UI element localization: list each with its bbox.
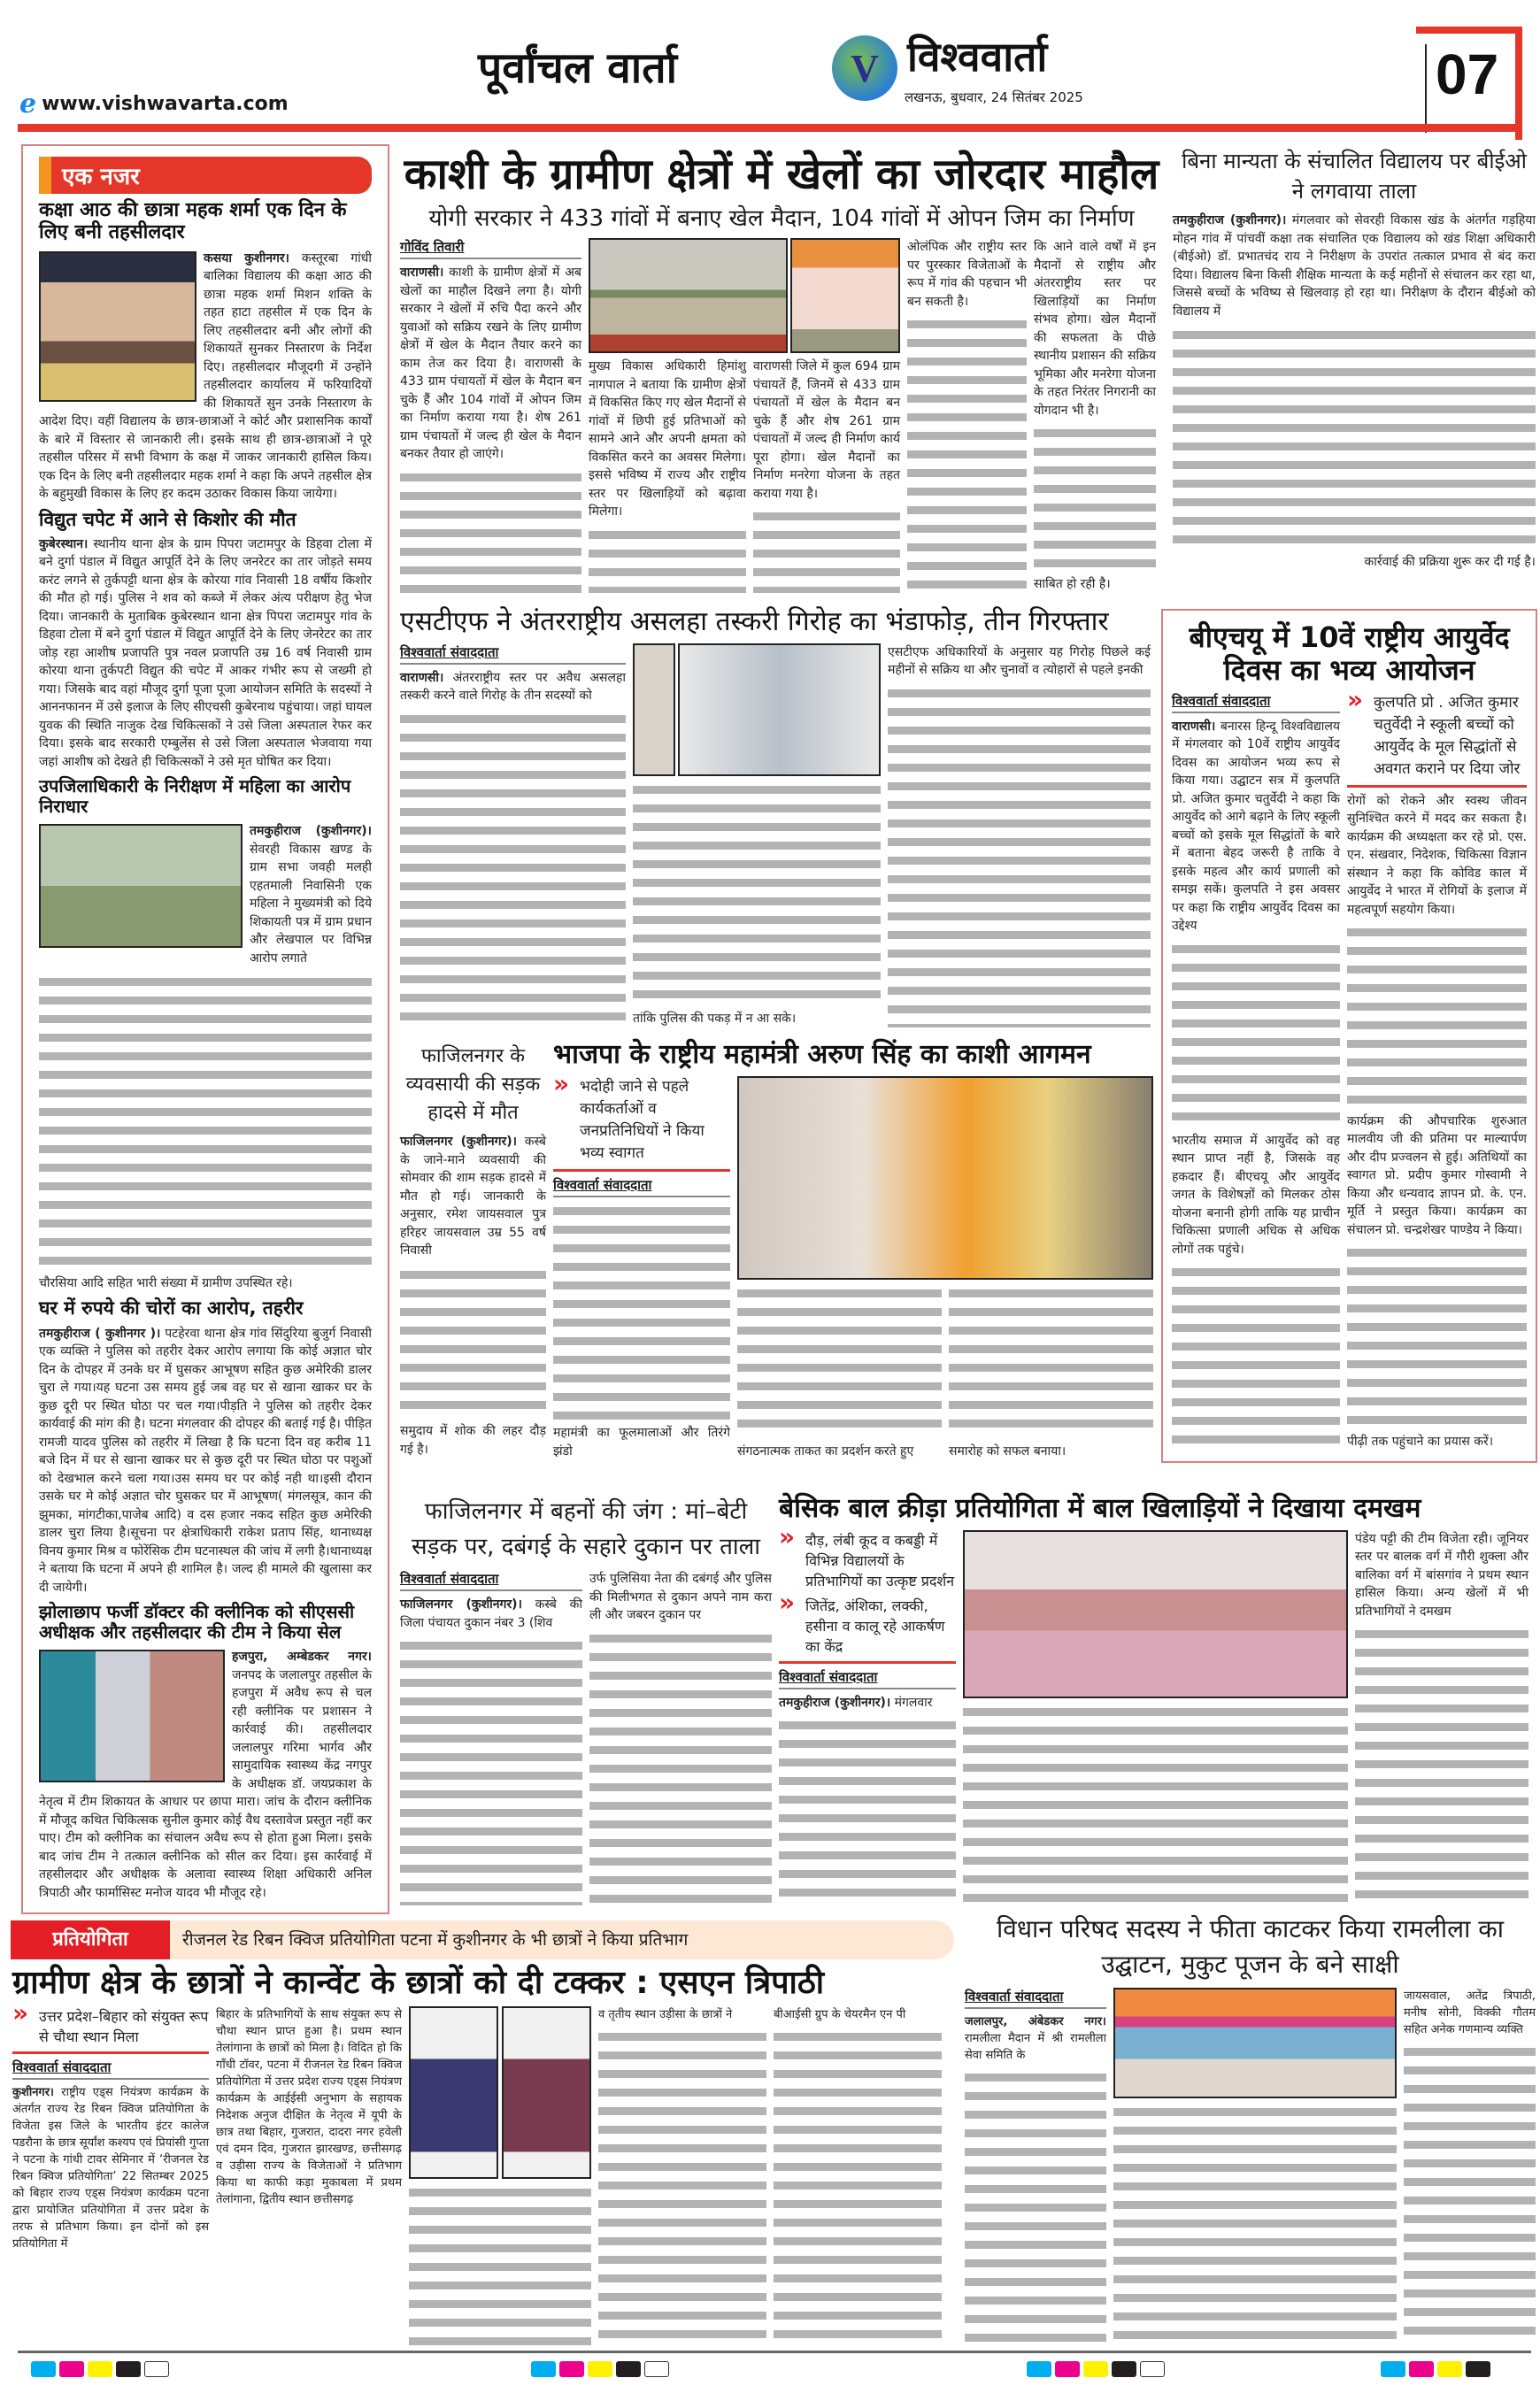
article-body-end: पीढ़ी तक पहुंचाने का प्रयास करें। xyxy=(1347,1434,1494,1449)
article-body: जलालपुर, अंबेडकर नगर। रामलीला मैदान में श्री रामलीला सेवा समिति के xyxy=(965,2015,1106,2062)
text-lines xyxy=(888,684,1151,1028)
page-number: 07 xyxy=(1436,42,1499,106)
highlight-quote: » कुलपति प्रो . अजित कुमार चतुर्वेदी ने स्कूली बच्चों को आयुर्वेद के मूल सिद्धांतों से अवगत कराने पर दिया जोर xyxy=(1347,692,1527,781)
text-lines xyxy=(633,781,881,1005)
sub-headline: » दौड़, लंबी कूद व कबड्डी में विभिन्न विद्यालयों के प्रतिभागियों का उत्कृष्ट प्रदर्शन xyxy=(779,1530,956,1591)
article-body: ओलंपिक और राष्ट्रीय स्तर पर पुरस्कार विजेताओं के रूप में गांव की पहचान भी बन सकती है। xyxy=(907,240,1027,309)
color-registration-marks xyxy=(31,2361,169,2377)
text-lines xyxy=(400,710,626,1028)
photo-seized-weapons xyxy=(633,643,675,776)
article-body: वाराणसी। बनारस हिन्दू विश्वविद्यालय में मंगलवार को 10वें राष्ट्रीय आयुर्वेद दिवस का आयोजन भव्य रूप से किया गया। उद्घाटन सत्र में कुलपति प्रो. अजित कुमार चतुर्वेदी ने कहा कि आयुर्वेद को आगे बढ़ाने के लिए स्कूली बच्चों को इसके मूल सिद्धांतों के बारे में बताना बेहद जरूरी है ताकि वे इसके महत्व और कार्य प्रणाली को समझ सकें। कुलपति ने इस अवसर पर कहा कि राष्ट्रीय आयुर्वेद दिवस का उद्देश्य xyxy=(1172,719,1341,934)
photo-sports-ground-tree xyxy=(589,238,788,353)
masthead xyxy=(0,0,1540,142)
text-lines xyxy=(409,2183,591,2345)
photo-inspection xyxy=(39,824,243,948)
article-body: जायसवाल, अतेंद्र त्रिपाठी, मनीष सोनी, विक्की गौतम सहित अनेक गणमान्य व्यक्ति xyxy=(1404,1989,1536,2036)
photo-ramleela-inauguration xyxy=(1113,1988,1397,2098)
photo-children-sports xyxy=(963,1530,1348,1698)
article-body: व तृतीय स्थान उड़ीसा के छात्रों ने xyxy=(598,2008,733,2022)
ramleela-story xyxy=(965,1912,1536,2345)
article-body: कुबेरस्थान। स्थानीय थाना क्षेत्र के ग्राम पिपरा जटामपुर के डिहवा टोला में बने दुर्गा पंडाल में विद्युत आपूर्ति देने के लिए जनरेटर का तार जोड़ते समय करंट लगने से तुर्कपट्टी थाना क्षेत्र के कोरया गांव निवासी 18 वर्षीय किशोर की मौत हो गई। पुलिस ने शव को कब्जे में लेकर अंत्य परीक्षण हेतु भेज दिया। जानकारी के मुताबिक कुबेरस्थान थाना क्षेत्र पिपरा जटामपुर गांव के डिहवा टोला में बने दुर्गा पंडाल में विद्युत आपूर्ति देने के लिए जेनरेटर का तार जोड़ रहा आशीष प्रजापति पुत्र नवल प्रजापति उम्र 16 वर्ष निवासी ग्राम कोरया थाना तुर्कपटी विद्युत की चपेट में आकर गंभीर रूप से जख्मी हो गया। जिसके बाद वहां मौजूद दुर्गा पूजा पूजा आयोजन समिति के सदस्यों ने आननफानन में उसे इलाज के लिए सीएचसी कुबेरनाथ पहुंचाया। जहां घायल युवक की स्थिति नाजुक देख चिकित्सकों ने उसे जिला अस्पताल रेफर कर दिया। इसके बाद सरकारी एम्बुलेंस से उसे जिला अस्पताल भेजवाया गया जहां आशीष को देखते ही चिकित्सकों ने उसे मृत घोषित कर दिया। xyxy=(39,536,372,769)
text-lines xyxy=(1347,923,1527,1107)
text-lines xyxy=(553,1202,730,1420)
krida-story xyxy=(779,1494,1536,1905)
article-body-end: समुदाय में शोक की लहर दौड़ गई है। xyxy=(400,1424,546,1457)
text-lines xyxy=(963,1703,1348,1906)
text-lines xyxy=(779,1716,956,1905)
text-lines xyxy=(400,1636,582,1905)
article-title: कक्षा आठ की छात्रा महक शर्मा एक दिन के लिए बनी तहसीलदार xyxy=(39,199,347,244)
article-body: तमकुहीराज (कुशीनगर)। मंगलवार को सेवरही विकास खंड के अंतर्गत गड़हिया मोहन गांव में पांचवीं कक्षा तक संचालित एक विद्यालय को खंड शिक्षा अधिकारी (बीईओ) डॉ. प्रभातचंद राय ने निरीक्षण के उपरांत तत्काल प्रभाव से बंद करा दिया। विद्यालय बिना किसी शैक्षिक मान्यता के कई महीनों से संचालन कर रहा था, जिससे बच्चों के भविष्य से खिलवाड़ हो रहा था। निरीक्षण के दौरान बीईओ को विद्यालय में xyxy=(1173,213,1536,319)
article-body: वाराणसी। अंतरराष्ट्रीय स्तर पर अवैध असलहा तस्करी करने वाले गिरोह के तीन सदस्यों को xyxy=(400,670,627,703)
browser-e-icon: e xyxy=(19,88,37,119)
article-body-end: साबित हो रही है। xyxy=(1034,576,1111,591)
text-lines xyxy=(589,526,746,593)
article-body: कि आने वाले वर्षों में इन मैदानों से राष्ट्रीय और अंतरराष्ट्रीय स्तर पर खिलाड़ियों का निर्माण संभव होगा। खेल मैदानों की सफलता के पीछे स्थानीय प्रशासन की सक्रिय भूमिका और मनरेगा योजना के तहत निरंतर निगरानी का योगदान भी है। xyxy=(1034,240,1156,418)
color-registration-marks xyxy=(1027,2361,1165,2377)
article-title: बीएचयू में 10वें राष्ट्रीय आयुर्वेद दिवस का भव्य आयोजन xyxy=(1189,620,1510,687)
footer-rule xyxy=(18,2351,1531,2353)
byline: विश्ववार्ता संवाददाता xyxy=(400,643,626,665)
article-body: तमकुहीराज (कुशीनगर)। मंगलवार xyxy=(779,1695,933,1710)
text-lines xyxy=(1034,424,1156,570)
article-body: वाराणसी जिले में कुल 694 ग्राम पंचायतें हैं, जिनमें से 433 ग्राम पंचायतों में खेल के मैदान बन चुके हैं और शेष 261 ग्राम पंचायतों में जल्द ही निर्माण कार्य पूरा होगा। खेल मैदानों का निर्माण मनरेगा योजना के तहत कराया गया है। xyxy=(753,359,900,501)
ek-nazar-label: एक नजर xyxy=(39,157,372,194)
article-body: मुख्य विकास अधिकारी हिमांशु नागपाल ने बताया कि ग्रामीण क्षेत्रों में विकसित किए गए खेल मैदानों से गांवों में छिपी हुई प्रतिभाओं को सामने आने और अपनी क्षमता को विकसित करने का अवसर मिलेगा। इससे भविष्य में राज्य और राष्ट्रीय स्तर पर खिलाड़ियों को बढ़ावा मिलेगा। xyxy=(589,359,746,519)
article-body: बीआईसी ग्रुप के चेयरमैन एन पी xyxy=(774,2008,906,2022)
text-lines xyxy=(753,507,900,593)
article-title: बेसिक बाल क्रीड़ा प्रतियोगिता में बाल खिलाड़ियों ने दिखाया दमखम xyxy=(779,1493,1421,1524)
text-lines xyxy=(400,1266,546,1418)
article-title: एसटीएफ ने अंतरराष्ट्रीय असलहा तस्करी गिरोह का भंडाफोड़, तीन गिरफ्तार xyxy=(400,606,1109,637)
byline: विश्ववार्ता संवाददाता xyxy=(553,1176,730,1197)
lead-story xyxy=(400,150,1163,593)
article-body: कसया कुशीनगर। कस्तूरबा गांधी बालिका विद्यालय की कक्षा आठ की छात्रा महक शर्मा मिशन शक्ति के तहत हाटा तहसील में एक दिन के लिए तहसीलदार बनी और लोगों की शिकायतें सुनकर निस्तारण के निर्देश दिए। तहसीलदार मौजूदगी में उन्होंने तहसीलदार कार्यालय में फरियादियों की शिकायतें सुन उनके निस्तारण के आदेश दिए। वहीं विद्यालय के छात्र-छात्राओं ने कोर्ट और प्रशासनिक कार्यों के बारे में विस्तार से जानकारी ली। इसके साथ ही छात्र-छात्राओं ने पूरे तहसील परिसर में सभी विभाग के कक्ष में जाकर जानकारी हासिल किय। एक दिन के लिए बनी तहसीलदार महक शर्मा ने कहा कि अपने तहसील क्षेत्र के बहुमुखी विकास के लिए हर कदम उठाकर विकास किया जायेगा। xyxy=(39,250,372,502)
text-lines xyxy=(400,468,581,593)
article-body: उर्फ पुलिसिया नेता की दबंगई और पुलिस की मिलीभगत से दुकान अपने नाम करा ली और जबरन दुकान पर xyxy=(589,1572,772,1622)
article-title: फाजिलनगर के व्यवसायी की सड़क हादसे में मौत xyxy=(405,1045,541,1124)
article-body: बिहार के प्रतिभागियों के साथ संयुक्त रूप से चौथा स्थान प्राप्त हुआ है। प्रथम स्थान तेलांगाना के छात्रों को मिला है। विदित हो कि गाँधी टॉवर, पटना में रीजनल रेड रिबन क्विज प्रतियोगिता में उत्तर प्रदेश राज्य एड्स नियंत्रण कार्यक्रम के आईईसी अनुभाग के सहायक निदेशक अनुज दीक्षित के नेतृत्व में यूपी के छात्र तथा बिहार, गुजरात, दादरा नगर हवेली एवं दमन दिव, गुजरात झारखण्ड, छत्तीसगढ़ व उड़ीसा राज्य के विजेताओं ने प्रतिभाग किया था काफी कड़ा मुकाबला में प्रथम तेलांगाना, द्वितीय स्थान छत्तीसगढ़ xyxy=(216,2008,402,2207)
article-body: तमकुहीराज (कुशीनगर)। सेवरही विकास खण्ड के ग्राम सभा जवही मलही एहतमाली निवासिनी एक महिला ने मुख्यमंत्री को दिये शिकायती पत्र में ग्राम प्रधान और लेखपाल पर विभिन्न आरोप लगाते xyxy=(39,822,372,967)
text-lines xyxy=(774,2028,942,2345)
bjp-story xyxy=(553,1040,1153,1460)
divider xyxy=(1347,785,1527,788)
ayurved-box xyxy=(1161,609,1537,1463)
article-title: भाजपा के राष्ट्रीय महामंत्री अरुण सिंह का काशी आगमन xyxy=(553,1039,1091,1070)
article-title: ग्रामीण क्षेत्र के छात्रों ने कान्वेंट के छात्रों को दी टक्कर : एसएन त्रिपाठी xyxy=(12,1965,825,2001)
text-lines xyxy=(1404,2043,1536,2345)
photo-clinic-raid xyxy=(39,1650,225,1782)
dateline: लखनऊ, बुधवार, 24 सितंबर 2025 xyxy=(905,89,1083,105)
article-title: घर में रुपये की चोरों का आरोप, तहरीर xyxy=(39,1297,304,1320)
right-top-story xyxy=(1173,146,1536,571)
byline: विश्ववार्ता संवाददाता xyxy=(12,2059,209,2080)
byline: विश्ववार्ता संवाददाता xyxy=(400,1570,582,1591)
text-lines xyxy=(1113,2103,1397,2345)
article-body-end: संगठनात्मक ताकत का प्रदर्शन करते हुए xyxy=(737,1443,914,1458)
text-lines xyxy=(907,315,1027,593)
page-number-box xyxy=(1416,27,1522,140)
photo-sports-ground-gate xyxy=(790,238,900,353)
article-body-end: कार्रवाई की प्रक्रिया शुरू कर दी गई है। xyxy=(1364,554,1536,569)
text-lines xyxy=(589,1629,772,1906)
website-link[interactable]: e www.vishwavarta.com xyxy=(19,88,289,119)
fazil-death-story xyxy=(400,1043,546,1458)
pratiyogita-strap xyxy=(11,1920,954,1959)
byline: गोविंद तिवारी xyxy=(400,238,581,259)
photo-student-tehsildar xyxy=(39,251,196,402)
text-lines xyxy=(39,973,372,1269)
photo-quiz-student-girl xyxy=(502,2006,591,2179)
article-body-end: तांकि पुलिस की पकड़ में न आ सके। xyxy=(633,1011,797,1026)
pratiyogita-tag: प्रतियोगिता xyxy=(11,1920,170,1959)
sub-headline: » जितेंद्र, अंशिका, लक्की, हसीना व कालू रहे आकर्षण का केंद्र xyxy=(779,1596,956,1657)
text-lines xyxy=(737,1284,942,1438)
text-lines xyxy=(949,1284,1153,1438)
strap-text: रीजनल रेड रिबन क्विज प्रतियोगिता पटना में कुशीनगर के भी छात्रों ने किया प्रतिभाग xyxy=(182,1930,689,1950)
brand-name: विश्ववार्ता xyxy=(907,33,1048,81)
article-body: कुशीनगर। राष्ट्रीय एड्स नियंत्रण कार्यक्रम के अंतर्गत राज्य रेड रिबन क्विज प्रतियोगिता के विजेता इस जिले के भारतीय इंटर कालेज पडरौना के छात्र सूर्यांश कश्यप एवं प्रियांसी गुप्ता ने पटना के गांधी टावर सेमिनार में ‘रीजनल रेड रिबन क्विज प्रतियोगिता’ 22 सितम्बर 2025 को बिहार राज्य एड्स नियंत्रण कार्यक्रम पटना द्वारा प्रायोजित प्रतियोगिता में उत्तर प्रदेश के तरफ से प्रतिभाग किया। इन दोनों को इस प्रतियोगिता में xyxy=(12,2086,209,2251)
photo-arrested-men xyxy=(678,643,881,776)
article-title: उपजिलाधिकारी के निरीक्षण में महिला का आरोप निराधार xyxy=(39,775,351,818)
article-body-tail: चौरसिया आदि सहित भारी संख्या में ग्रामीण उपस्थित रहे। xyxy=(39,1275,293,1290)
stf-story xyxy=(400,607,1152,1027)
text-lines xyxy=(598,2028,766,2345)
color-registration-marks xyxy=(1381,2361,1490,2377)
article-title: विधान परिषद सदस्य ने फीता काटकर किया रामलीला का उद्घाटन, मुकुट पूजन के बने साक्षी xyxy=(997,1914,1504,1979)
sub-headline: » उत्तर प्रदेश–बिहार को संयुक्त रूप से चौथा स्थान मिला xyxy=(12,2006,209,2047)
brand-logo: V xyxy=(832,35,897,101)
text-lines xyxy=(1172,1263,1340,1451)
article-body: हजपुरा, अम्बेडकर नगर। जनपद के जलालपुर तहसील के हजपुरा में अवैध रूप से चल रही क्लीनिक पर प्रशासन ने कार्रवाई की। तहसीलदार जलालपुर गरिमा भार्गव और सामुदायिक स्वास्थ्य केंद्र नगपुर के अधीक्षक डॉ. जयप्रकाश के नेतृत्व में टीम शिकायत के आधार पर छापा मारा। जांच के दौरान क्लीनिक में मौजूद कथित चिकित्सक सुनील कुमार कोई वैध दस्तावेज प्रस्तुत नहीं कर पाए। टीम को क्लीनिक का संचालन अवैध रूप से होता हुआ मिला। इसके बाद जांच टीम ने तत्काल क्लीनिक को सील कर दिया। इस कार्रवाई में तहसीलदार और अधीक्षक के अलावा स्वास्थ्य शिक्षा अधिकारी अनिल त्रिपाठी और फार्मासिस्ट मनोज यादव भी मौजूद रहे। xyxy=(39,1650,372,1900)
fazil-shop-story xyxy=(400,1494,772,1905)
article-title: बिना मान्यता के संचालित विद्यालय पर बीईओ ने लगवाया ताला xyxy=(1182,149,1527,204)
sub-headline: » भदोही जाने से पहले कार्यकर्ताओं व जनप्रतिनिधियों ने किया भव्य स्वागत xyxy=(553,1076,730,1165)
quiz-story xyxy=(12,1965,956,2345)
article-title: फाजिलनगर में बहनों की जंग : मां–बेटी सड़क पर, दबंगई के सहारे दुकान पर ताला xyxy=(411,1498,760,1560)
article-body: फाजिलनगर (कुशीनगर)। कस्बे की जिला पंचायत दुकान नंबर 3 (शिव xyxy=(400,1597,582,1630)
text-lines xyxy=(1355,1625,1528,1905)
divider xyxy=(12,2051,209,2054)
article-body: वाराणसी। काशी के ग्रामीण क्षेत्रों में अब खेलों का माहौल दिखने लगा है। योगी सरकार ने खेलों में रुचि पैदा करने और युवाओं को सक्रिय रखने के लिए ग्रामीण क्षेत्रों में खेल के मैदान तैयार करने का काम तेज कर दिया है। वाराणसी के 433 ग्राम पंचायतों में खेल के मैदान बन चुके हैं और 104 गांवों में ओपन जिम का निर्माण कराया गया है। शेष 261 ग्राम पंचायतों में जल्द ही खेल के मैदान बनकर तैयार हो जाएंगे। xyxy=(400,265,581,462)
ek-nazar-column xyxy=(21,144,389,1914)
article-body: एसटीएफ अधिकारियों के अनुसार यह गिरोह पिछले कई महीनों से सक्रिय था और चुनावों व त्योहारों से पहले इनकी xyxy=(888,644,1151,677)
text-lines xyxy=(1347,1243,1527,1428)
section-title: पूर्वांचल वार्ता xyxy=(478,43,678,93)
text-lines xyxy=(965,2068,1106,2345)
article-body: भारतीय समाज में आयुर्वेद को वह स्थान प्राप्त नहीं है, जिसके वह हकदार हैं। बीएचयू और आयुर्वेद जगत के विशेषज्ञों को मिलकर ठोस योजना बनानी होगी ताकि यह प्राचीन चिकित्सा प्रणाली अधिक से अधिक लोगों तक पहुंचे। xyxy=(1172,1133,1340,1257)
header-rule xyxy=(18,124,1522,132)
color-registration-marks xyxy=(531,2361,669,2377)
article-body-end: समारोह को सफल बनाया। xyxy=(949,1443,1066,1458)
article-title: झोलाछाप फर्जी डॉक्टर की क्लीनिक को सीएससी अधीक्षक और तहसीलदार की टीम ने किया सेल xyxy=(39,1601,355,1643)
article-title: विद्युत चपेट में आने से किशोर की मौत xyxy=(39,508,296,530)
byline: विश्ववार्ता संवाददाता xyxy=(779,1668,956,1689)
article-body: रोगों को रोकने और स्वस्थ जीवन सुनिश्चित करने में मदद कर सकता है। कार्यक्रम की अध्यक्षता कर रहे प्रो. एस. एन. संखवार, निदेशक, चिकित्सा विज्ञान संस्थान ने कहा कि कोविड काल में आयुर्वेद ने भारत में रोगियों के इलाज में महत्वपूर्ण सहयोग किया। xyxy=(1347,793,1527,917)
article-body: तमकुहीराज ( कुशीनगर )। पटहेरवा थाना क्षेत्र गांव सिंदुरिया बुजुर्ग निवासी एक व्यक्ति ने पुलिस को तहरीर देकर आरोप लगाया कि कोई अज्ञात चोर दिन के दोपहर में उनके घर में घुसकर आभूषण सहित कुछ अमेरिकी डालर चुरा ले गया।यह घटना उस समय हुई जब वह घर से खाना खाकर घर के कुछ दूरी पर स्थित घोठा पर चल गया।पीड़ति ने पुलिस को तहरीर देकर कार्यवाई की मांग की है। घटना मंगलवार की दोपहर की बताई गई है। पीड़ित रामजी यादव पुलिस को तहरीर में लिखा है कि घटना दिन वह करीब 11 बजे दिन में घर से खाना खाकर घर से कुछ दूरी पर स्थित घोठा पर पशुओं को देखभाल करने चला गया।उस समय घर पर कोई नही था।इसी दौरान उसके घर मे कोई अज्ञात चोर घुसकर घर में आभूषण( मंगलसूत्र, कान की झुमका, मांगटीका,पाजेब आदि) व दस हजार नकद सहित कुछ अमेरिकी डालर चुरा लिया है।सूचना पर क्षेत्राधिकारी राकेश प्रताप सिंह, थानाध्यक्ष विनय कुमार मिश्र व फोरेंसिक टीम घटनास्थल की जांच में लगी है।थानाध्यक्ष ने बताया कि घटना में अपने ही शामिल है। जल्द ही मामले की खुलासा कर दी जायेगी। xyxy=(39,1326,373,1595)
byline: विश्ववार्ता संवाददाता xyxy=(1172,692,1340,713)
divider xyxy=(553,1169,730,1172)
text-lines xyxy=(1173,326,1536,548)
text-lines xyxy=(1172,940,1340,1127)
article-body: कार्यक्रम की औपचारिक शुरुआत मालवीय जी की प्रतिमा पर माल्यार्पण और दीप प्रज्वलन से हुई। अतिथियों का स्वागत प्रो. प्रदीप कुमार गोस्वामी ने किया और धन्यवाद ज्ञापन प्रो. के. एन. मूर्ति ने प्रस्तुत किया। कार्यक्रम का संचालन प्रो. चन्द्रशेखर पाण्डेय ने किया। xyxy=(1347,1113,1527,1237)
lead-headline: काशी के ग्रामीण क्षेत्रों में खेलों का जोरदार माहौल xyxy=(404,150,1159,199)
divider xyxy=(779,1661,956,1664)
photo-quiz-student-boy xyxy=(409,2006,498,2179)
lead-subheadline: योगी सरकार ने 433 गांवों में बनाए खेल मैदान, 104 गांवों में ओपन जिम का निर्माण xyxy=(428,205,1135,233)
photo-arun-singh-welcome xyxy=(737,1076,1153,1280)
article-body: पंडेय पट्टी की टीम विजेता रही। जूनियर स्तर पर बालक वर्ग में गौरी शुक्ला और बालिका वर्ग में बांसगांव ने प्रथम स्थान हासिल किया। अन्य खेलों में भी प्रतिभागियों ने दमखम xyxy=(1355,1531,1528,1619)
byline: विश्ववार्ता संवाददाता xyxy=(965,1988,1106,2009)
article-body-end: महामंत्री का फूलमालाओं और तिरंगे झंडो xyxy=(553,1426,730,1458)
article-body: फाजिलनगर (कुशीनगर)। कस्बे के जाने-माने व्यवसायी की सोमवार की शाम सड़क हादसे में मौत हो गई। जानकारी के अनुसार, रमेश जायसवाल पुत्र हरिहर जायसवाल उम्र 55 वर्ष निवासी xyxy=(400,1135,546,1258)
